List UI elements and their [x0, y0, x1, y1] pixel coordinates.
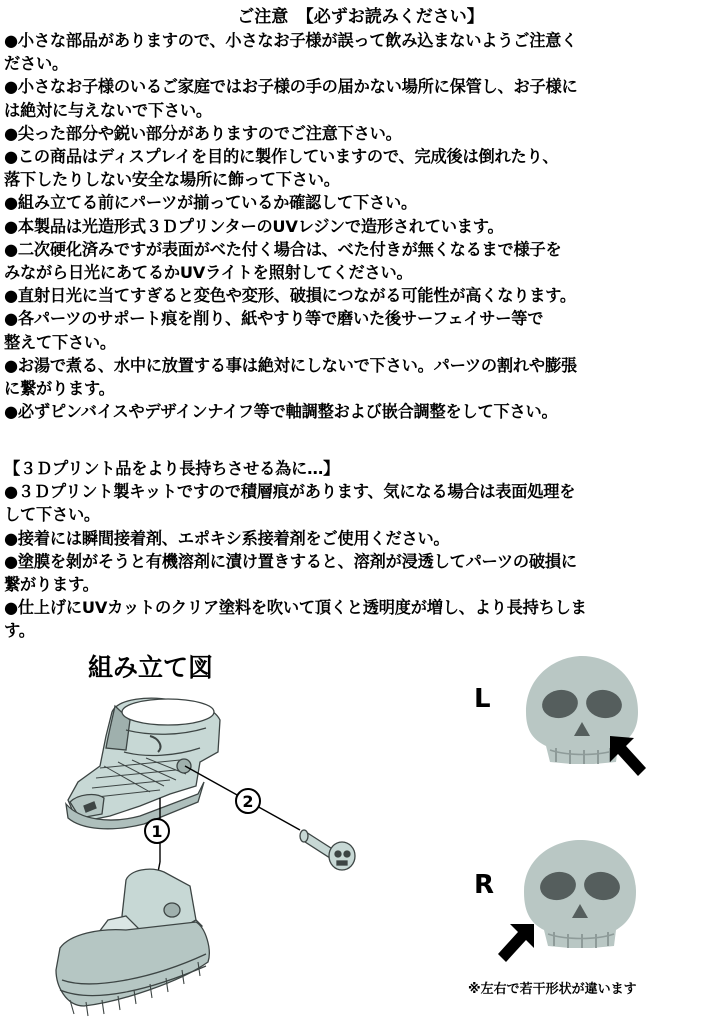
caution-line: ●お湯で煮る、水中に放置する事は絶対にしないで下さい。パーツの割れや膨張	[4, 355, 577, 375]
skull-pin-part	[300, 830, 355, 870]
step-1-marker	[145, 819, 169, 843]
caution-line: ●小さなお子様のいるご家庭ではお子様の手の届かない場所に保管し、お子様に	[4, 77, 578, 97]
step-2-label: 2	[242, 792, 254, 811]
skull-shape-note: ※左右で若干形状が違います	[468, 982, 637, 997]
caution-line: は絶対に与えないで下さい。	[4, 100, 212, 120]
longevity-line: ●接着には瞬間接着剤、エポキシ系接着剤をご使用ください。	[4, 528, 450, 548]
longevity-line: ●仕上げにUVカットのクリア塗料を吹いて頂くと透明度が増し、より長持ちしま	[4, 598, 587, 618]
caution-line: ●尖った部分や鋭い部分がありますのでご注意下さい。	[4, 123, 402, 143]
caution-line: ●二次硬化済みですが表面がべた付く場合は、べた付きが無くなるまで様子を	[4, 239, 562, 259]
caution-line: ●必ずピンバイスやデザインナイフ等で軸調整および嵌合調整をして下さい。	[4, 402, 558, 422]
longevity-line: す。	[4, 621, 35, 641]
skull-right-label: R	[474, 870, 495, 900]
caution-line: ●この商品はディスプレイを目的に製作していますので、完成後は倒れたり、	[4, 147, 559, 167]
caution-line: ●直射日光に当てすぎると変色や変形、破損につながる可能性が高くなります。	[4, 286, 576, 306]
caution-line: に繋がります。	[4, 379, 115, 399]
caution-line: ●小さな部品がありますので、小さなお子様が誤って飲み込まないようご注意く	[4, 31, 578, 50]
arrow-left-skull-icon	[600, 730, 650, 784]
assembly-title: 組み立て図	[88, 653, 214, 682]
longevity-line: ●塗膜を剝がそうと有機溶剤に漬け置きすると、溶剤が浸透してパーツの破損に	[4, 551, 577, 571]
page-title: ご注意 【必ずお読みください】	[237, 7, 484, 27]
longevity-section	[4, 457, 718, 643]
arrow-right-skull-icon	[494, 918, 544, 968]
longevity-line: 繋がります。	[4, 575, 99, 595]
caution-list	[4, 29, 718, 423]
step-1-label: 1	[151, 822, 163, 841]
longevity-line: して下さい。	[4, 505, 100, 525]
caution-line: ●本製品は光造形式３ＤプリンターのUVレジンで造形されています。	[4, 216, 504, 236]
caution-line: みながら日光にあてるかUVライトを照射してください。	[4, 263, 413, 283]
caution-line: 整えて下さい。	[4, 332, 116, 352]
step-2-marker	[236, 789, 260, 813]
assembled-shoe	[66, 698, 220, 829]
longevity-line: ●３Ｄプリント製キットですので積層痕があります、気になる場合は表面処理を	[4, 482, 576, 502]
caution-line: ●各パーツのサポート痕を削り、紙やすり等で磨いた後サーフェイサー等で	[4, 309, 544, 329]
skull-left-label: L	[474, 684, 491, 714]
caution-line: ●組み立てる前にパーツが揃っているか確認して下さい。	[4, 193, 417, 213]
longevity-heading: 【３Ｄプリント品をより長持ちさせる為に…】	[4, 459, 340, 478]
sole-part	[56, 869, 209, 1016]
caution-line: 落下したりしない安全な場所に飾って下さい。	[4, 170, 340, 190]
caution-line: ださい。	[4, 54, 68, 74]
